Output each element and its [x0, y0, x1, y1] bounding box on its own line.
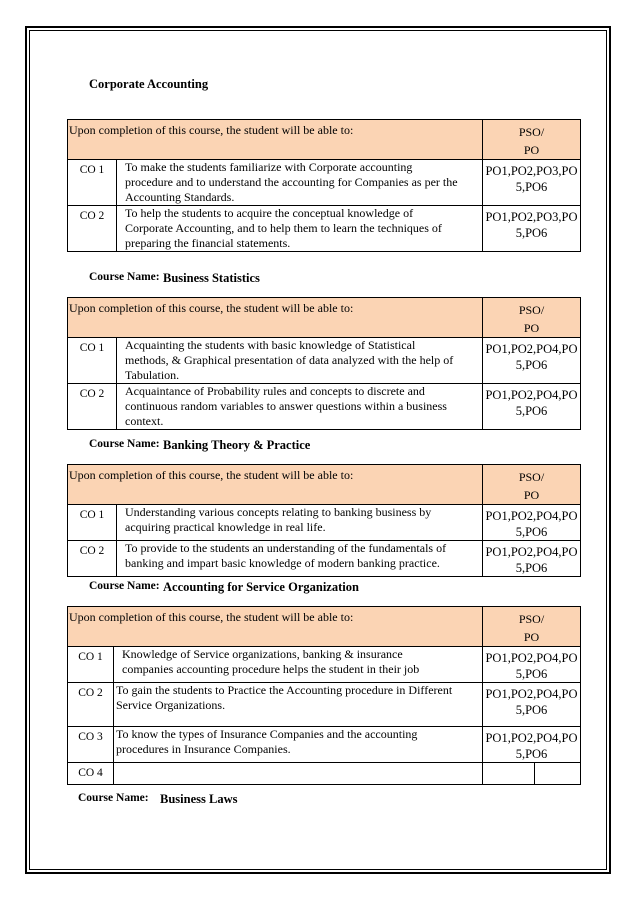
co-description: To provide to the students an understanding of the fundamentals of banking and impart basic knowledge of modern banking practice.: [117, 541, 483, 577]
table-row: [68, 384, 581, 430]
table-row: [68, 338, 581, 384]
co-label: CO 2: [68, 683, 114, 727]
course-name-label: Course Name:: [89, 271, 160, 283]
co-description: To know the types of Insurance Companies and the accounting procedures in Insurance Companies.: [114, 727, 483, 763]
table-header-row: [68, 120, 581, 160]
co-description: Understanding various concepts relating to banking business by acquiring practical knowledge in real life.: [117, 505, 483, 541]
co-description: Knowledge of Service organizations, banking & insurance companies accounting procedure helps the student in their job: [114, 647, 483, 683]
course-name: Business Statistics: [163, 271, 260, 285]
table-row: [68, 505, 581, 541]
table-intro: Upon completion of this course, the student will be able to:: [68, 298, 483, 338]
pso-header: PSO/ PO: [483, 607, 581, 647]
table-intro: Upon completion of this course, the student will be able to:: [68, 607, 483, 647]
co-description: [114, 763, 483, 785]
table-intro: Upon completion of this course, the student will be able to:: [68, 465, 483, 505]
course-outcomes-table: [67, 297, 581, 430]
po-mapping: PO1,PO2,PO4,PO 5,PO6: [483, 647, 581, 683]
po-mapping: [483, 763, 535, 785]
course-name: Business Laws: [160, 792, 238, 806]
pso-header: PSO/ PO: [483, 298, 581, 338]
course-title: Corporate Accounting: [89, 77, 209, 91]
table-intro: Upon completion of this course, the student will be able to:: [68, 120, 483, 160]
course-name: Banking Theory & Practice: [163, 438, 311, 452]
co-description: Acquainting the students with basic knowledge of Statistical methods, & Graphical presentation of data analyzed with the help of Tabulation.: [117, 338, 483, 384]
table-row: [68, 206, 581, 252]
co-description: To gain the students to Practice the Accounting procedure in Different Service Organizations.: [114, 683, 483, 727]
course-name-label: Course Name:: [89, 438, 160, 450]
co-label: CO 4: [68, 763, 114, 785]
po-mapping: PO1,PO2,PO4,PO 5,PO6: [483, 384, 581, 430]
course-outcomes-table: [67, 119, 581, 252]
table-row: [68, 541, 581, 577]
co-label: CO 2: [68, 384, 117, 430]
co-label: CO 1: [68, 505, 117, 541]
co-label: CO 2: [68, 541, 117, 577]
co-label: CO 1: [68, 647, 114, 683]
co-label: CO 3: [68, 727, 114, 763]
co-label: CO 1: [68, 338, 117, 384]
po-mapping: PO1,PO2,PO4,PO 5,PO6: [483, 683, 581, 727]
table-row: [68, 763, 581, 785]
co-label: CO 2: [68, 206, 117, 252]
course-name: Accounting for Service Organization: [163, 580, 359, 594]
co-description: To make the students familiarize with Corporate accounting procedure and to understand the accounting for Companies as per the Accounting Standards.: [117, 160, 483, 206]
course-name-label: Course Name:: [89, 580, 160, 592]
po-mapping: PO1,PO2,PO3,PO 5,PO6: [483, 160, 581, 206]
course-name-label: Course Name:: [78, 792, 149, 804]
co-description: Acquaintance of Probability rules and concepts to discrete and continuous random variables to answer questions within a business context.: [117, 384, 483, 430]
po-mapping-extra: [535, 763, 581, 785]
course-outcomes-table: [67, 464, 581, 577]
course-outcomes-table: [67, 606, 581, 785]
co-label: CO 1: [68, 160, 117, 206]
po-mapping: PO1,PO2,PO4,PO 5,PO6: [483, 505, 581, 541]
table-header-row: [68, 465, 581, 505]
po-mapping: PO1,PO2,PO4,PO 5,PO6: [483, 541, 581, 577]
pso-header: PSO/ PO: [483, 465, 581, 505]
po-mapping: PO1,PO2,PO4,PO 5,PO6: [483, 727, 581, 763]
table-header-row: [68, 607, 581, 647]
co-description: To help the students to acquire the conceptual knowledge of Corporate Accounting, and to help them to learn the techniques of preparing the financial statements.: [117, 206, 483, 252]
table-row: [68, 727, 581, 763]
table-row: [68, 647, 581, 683]
po-mapping: PO1,PO2,PO4,PO 5,PO6: [483, 338, 581, 384]
po-mapping: PO1,PO2,PO3,PO 5,PO6: [483, 206, 581, 252]
pso-header: PSO/ PO: [483, 120, 581, 160]
table-header-row: [68, 298, 581, 338]
table-row: [68, 683, 581, 727]
table-row: [68, 160, 581, 206]
